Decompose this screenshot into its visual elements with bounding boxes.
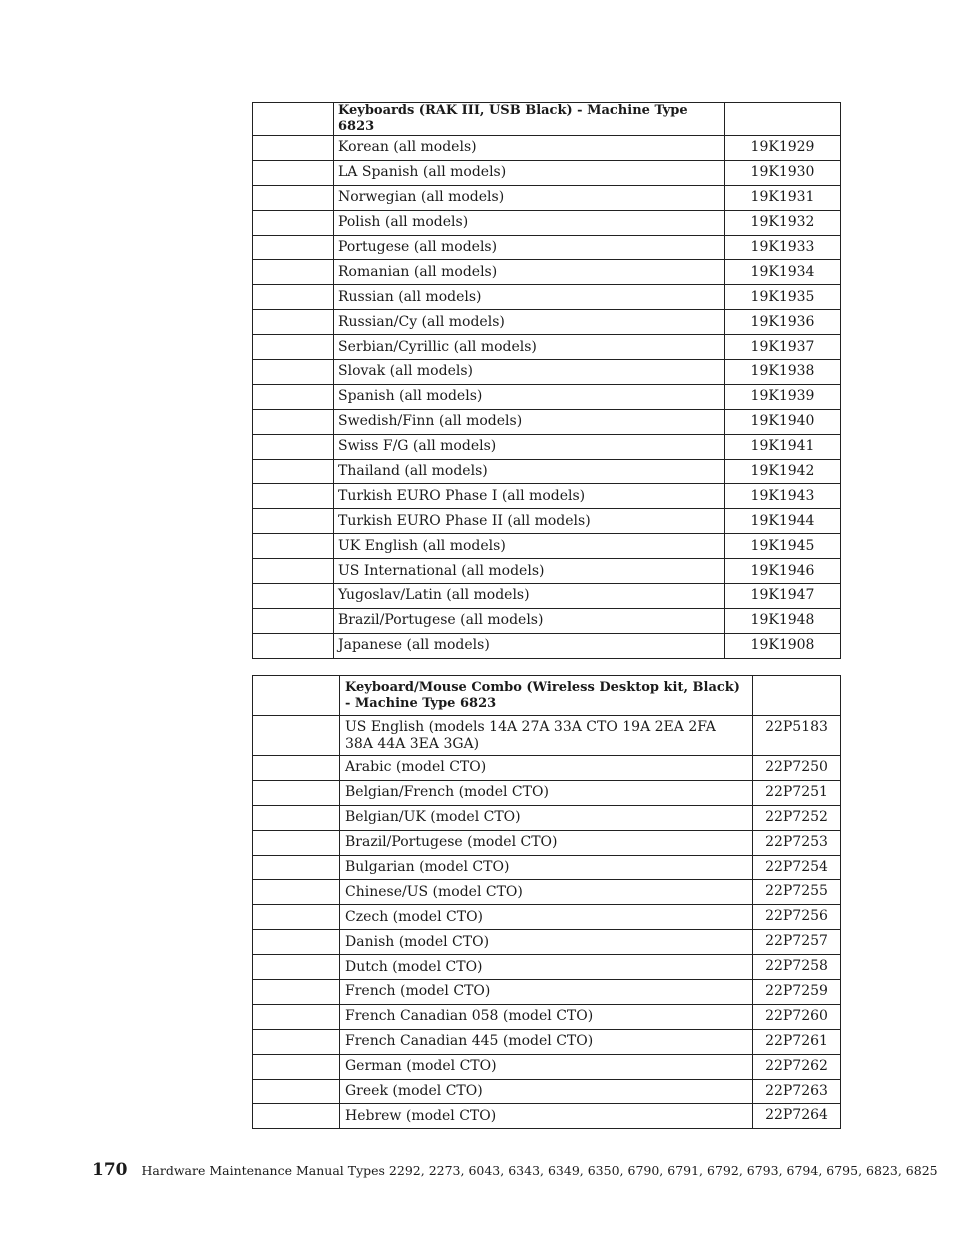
part-number-cell: 19K1939	[725, 384, 841, 409]
part-number-cell: 19K1932	[725, 210, 841, 235]
description-cell: Dutch (model CTO)	[340, 955, 753, 980]
index-cell	[253, 756, 340, 781]
manual-title: Hardware Maintenance Manual Types 2292, 2273, 6043, 6343, 6349, 6350, 6790, 6791, 6792, 6793, 6794, 6795, 6823, 6825	[141, 1163, 938, 1178]
index-cell	[253, 1079, 340, 1104]
index-cell	[253, 235, 334, 260]
index-cell	[253, 955, 340, 980]
part-number-cell: 22P7251	[753, 780, 841, 805]
part-number-cell: 19K1937	[725, 335, 841, 360]
index-cell	[253, 1104, 340, 1129]
table-row	[253, 756, 841, 781]
description-cell: Brazil/Portugese (model CTO)	[340, 830, 753, 855]
table-row	[253, 459, 841, 484]
index-cell	[253, 930, 340, 955]
description-cell: French (model CTO)	[340, 980, 753, 1005]
table-row	[253, 310, 841, 335]
part-number-cell: 22P7259	[753, 980, 841, 1005]
table-row	[253, 805, 841, 830]
table-row	[253, 1054, 841, 1079]
index-cell	[253, 716, 340, 756]
table-header-title: Keyboards (RAK III, USB Black) - Machine Type 6823	[334, 103, 725, 136]
index-cell	[253, 855, 340, 880]
description-cell: Yugoslav/Latin (all models)	[334, 584, 725, 609]
table-row	[253, 434, 841, 459]
description-cell: Slovak (all models)	[334, 360, 725, 385]
table-row	[253, 559, 841, 584]
description-cell: Belgian/French (model CTO)	[340, 780, 753, 805]
part-number-cell: 19K1938	[725, 360, 841, 385]
index-cell	[253, 1029, 340, 1054]
table-row	[253, 160, 841, 185]
description-cell: Russian/Cy (all models)	[334, 310, 725, 335]
index-cell	[253, 559, 334, 584]
index-cell	[253, 103, 334, 136]
index-cell	[253, 584, 334, 609]
keyboards-parts-table	[252, 102, 841, 659]
part-number-cell: 19K1944	[725, 509, 841, 534]
description-cell: Norwegian (all models)	[334, 185, 725, 210]
table-row	[253, 716, 841, 756]
part-number-cell: 22P7250	[753, 756, 841, 781]
table-header-row	[253, 676, 841, 716]
part-number-header-cell	[725, 103, 841, 136]
index-cell	[253, 780, 340, 805]
description-cell: Swedish/Finn (all models)	[334, 409, 725, 434]
index-cell	[253, 285, 334, 310]
description-cell: Hebrew (model CTO)	[340, 1104, 753, 1129]
keyboard-mouse-combo-parts-table	[252, 675, 841, 1129]
part-number-cell: 19K1936	[725, 310, 841, 335]
table-row	[253, 633, 841, 658]
index-cell	[253, 360, 334, 385]
table-row	[253, 534, 841, 559]
part-number-cell: 19K1930	[725, 160, 841, 185]
description-cell: German (model CTO)	[340, 1054, 753, 1079]
index-cell	[253, 260, 334, 285]
table-row	[253, 980, 841, 1005]
description-cell: Portugese (all models)	[334, 235, 725, 260]
part-number-cell: 19K1942	[725, 459, 841, 484]
part-number-cell: 19K1929	[725, 136, 841, 161]
table-row	[253, 235, 841, 260]
table-row	[253, 1079, 841, 1104]
table-row	[253, 584, 841, 609]
index-cell	[253, 980, 340, 1005]
description-cell: UK English (all models)	[334, 534, 725, 559]
table-row	[253, 1104, 841, 1129]
index-cell	[253, 459, 334, 484]
table-row	[253, 930, 841, 955]
table-row	[253, 185, 841, 210]
index-cell	[253, 484, 334, 509]
table-row	[253, 360, 841, 385]
part-number-cell: 22P7261	[753, 1029, 841, 1054]
description-cell: Turkish EURO Phase I (all models)	[334, 484, 725, 509]
table-row	[253, 955, 841, 980]
table-row	[253, 384, 841, 409]
table-row	[253, 484, 841, 509]
part-number-header-cell	[753, 676, 841, 716]
index-cell	[253, 409, 334, 434]
index-cell	[253, 676, 340, 716]
part-number-cell: 22P7262	[753, 1054, 841, 1079]
part-number-cell: 19K1940	[725, 409, 841, 434]
part-number-cell: 19K1908	[725, 633, 841, 658]
description-cell: Korean (all models)	[334, 136, 725, 161]
description-cell: US International (all models)	[334, 559, 725, 584]
part-number-cell: 22P7252	[753, 805, 841, 830]
part-number-cell: 19K1934	[725, 260, 841, 285]
description-cell: Brazil/Portugese (all models)	[334, 608, 725, 633]
index-cell	[253, 384, 334, 409]
table-row	[253, 136, 841, 161]
description-cell: Russian (all models)	[334, 285, 725, 310]
page-footer	[92, 1160, 938, 1180]
description-cell: Danish (model CTO)	[340, 930, 753, 955]
index-cell	[253, 880, 340, 905]
description-cell: Serbian/Cyrillic (all models)	[334, 335, 725, 360]
description-cell: Bulgarian (model CTO)	[340, 855, 753, 880]
index-cell	[253, 633, 334, 658]
part-number-cell: 19K1933	[725, 235, 841, 260]
part-number-cell: 19K1948	[725, 608, 841, 633]
part-number-cell: 19K1943	[725, 484, 841, 509]
index-cell	[253, 210, 334, 235]
description-cell: Czech (model CTO)	[340, 905, 753, 930]
part-number-cell: 19K1946	[725, 559, 841, 584]
table-row	[253, 608, 841, 633]
table-row	[253, 780, 841, 805]
index-cell	[253, 434, 334, 459]
part-number-cell: 19K1941	[725, 434, 841, 459]
description-cell: Swiss F/G (all models)	[334, 434, 725, 459]
description-cell: Spanish (all models)	[334, 384, 725, 409]
description-cell: Arabic (model CTO)	[340, 756, 753, 781]
table-header-title: Keyboard/Mouse Combo (Wireless Desktop kit, Black) - Machine Type 6823	[340, 676, 753, 716]
part-number-cell: 22P7256	[753, 905, 841, 930]
index-cell	[253, 310, 334, 335]
table-row	[253, 285, 841, 310]
page-number: 170	[92, 1160, 128, 1180]
index-cell	[253, 805, 340, 830]
part-number-cell: 19K1931	[725, 185, 841, 210]
description-cell: French Canadian 445 (model CTO)	[340, 1029, 753, 1054]
index-cell	[253, 160, 334, 185]
part-number-cell: 22P7264	[753, 1104, 841, 1129]
index-cell	[253, 1004, 340, 1029]
description-cell: Japanese (all models)	[334, 633, 725, 658]
part-number-cell: 22P5183	[753, 716, 841, 756]
table-row	[253, 880, 841, 905]
part-number-cell: 22P7253	[753, 830, 841, 855]
description-cell: US English (models 14A 27A 33A CTO 19A 2EA 2FA 38A 44A 3EA 3GA)	[340, 716, 753, 756]
part-number-cell: 22P7255	[753, 880, 841, 905]
part-number-cell: 22P7254	[753, 855, 841, 880]
description-cell: French Canadian 058 (model CTO)	[340, 1004, 753, 1029]
table-row	[253, 409, 841, 434]
index-cell	[253, 1054, 340, 1079]
index-cell	[253, 608, 334, 633]
index-cell	[253, 185, 334, 210]
part-number-cell: 19K1947	[725, 584, 841, 609]
part-number-cell: 19K1935	[725, 285, 841, 310]
table-row	[253, 509, 841, 534]
description-cell: Belgian/UK (model CTO)	[340, 805, 753, 830]
part-number-cell: 22P7258	[753, 955, 841, 980]
part-number-cell: 22P7260	[753, 1004, 841, 1029]
table-row	[253, 335, 841, 360]
index-cell	[253, 509, 334, 534]
description-cell: LA Spanish (all models)	[334, 160, 725, 185]
description-cell: Polish (all models)	[334, 210, 725, 235]
table-row	[253, 1004, 841, 1029]
index-cell	[253, 905, 340, 930]
description-cell: Thailand (all models)	[334, 459, 725, 484]
table-row	[253, 855, 841, 880]
index-cell	[253, 830, 340, 855]
part-number-cell: 22P7263	[753, 1079, 841, 1104]
description-cell: Chinese/US (model CTO)	[340, 880, 753, 905]
description-cell: Turkish EURO Phase II (all models)	[334, 509, 725, 534]
table-row	[253, 260, 841, 285]
description-cell: Greek (model CTO)	[340, 1079, 753, 1104]
index-cell	[253, 335, 334, 360]
part-number-cell: 22P7257	[753, 930, 841, 955]
table-row	[253, 210, 841, 235]
table-row	[253, 830, 841, 855]
table-row	[253, 905, 841, 930]
table-row	[253, 1029, 841, 1054]
index-cell	[253, 534, 334, 559]
index-cell	[253, 136, 334, 161]
description-cell: Romanian (all models)	[334, 260, 725, 285]
table-header-row	[253, 103, 841, 136]
part-number-cell: 19K1945	[725, 534, 841, 559]
